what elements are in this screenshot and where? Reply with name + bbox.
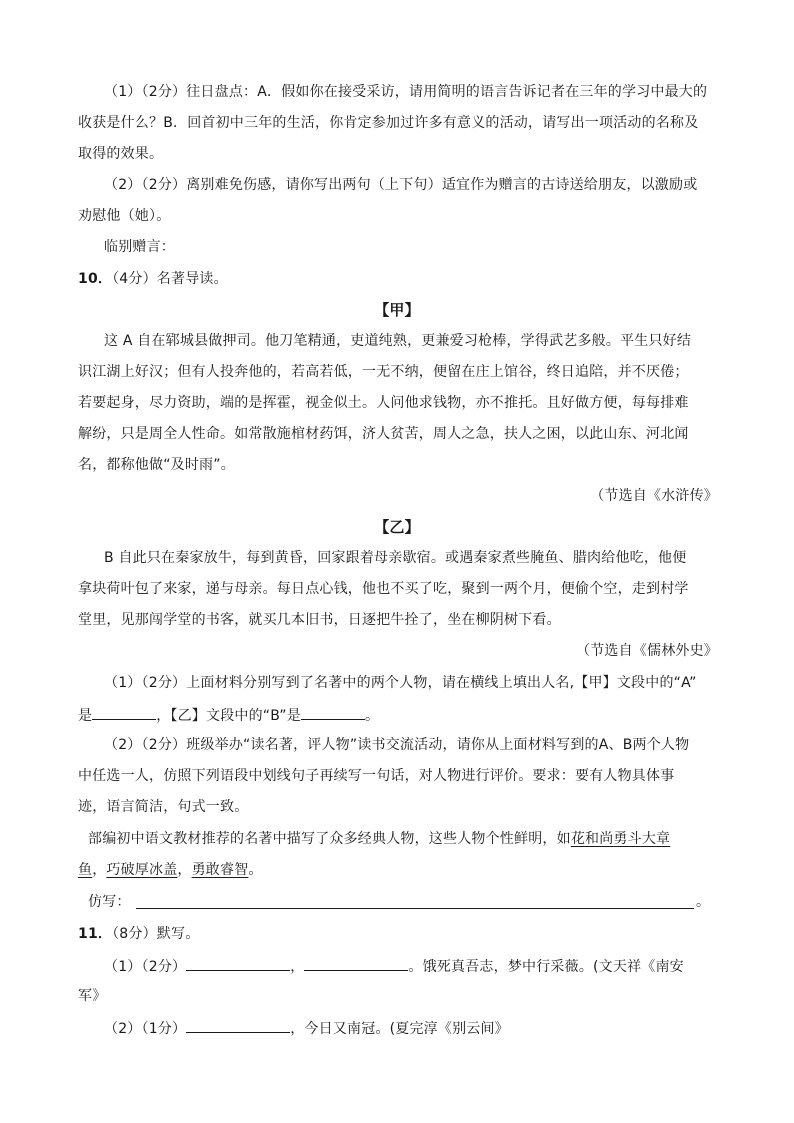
q11-sub1-blank-1[interactable] <box>186 955 290 971</box>
yi-title: 【乙】 <box>374 518 420 536</box>
example-text: 部编初中语文教材推荐的名著中描写了众多经典人物，这些人物个性鲜明，如 <box>88 831 571 847</box>
jia-line-2: 识江湖上好汉；但有人投奔他的，若高若低，一无不纳，便留在庄上馆谷，终日追陪，并不厌倦； <box>78 364 689 380</box>
q9-sub1-line2: 收获是什么？B．回首初中三年的生活，你肯定参加过许多有意义的活动，请写出一项活动的名称及 <box>78 115 699 131</box>
q10-sub1-text-c: 。 <box>364 708 380 724</box>
example-underline-1b: 勇斗大章 <box>613 831 671 847</box>
q11-sub1-prefix: （1）（2分） <box>104 959 187 975</box>
jia-line-3: 若要起身，尽力资助，端的是挥霍，视金似土。人问他求钱物，亦不推托。且好做方便，每每排难 <box>78 395 689 411</box>
example-sep-2: ， <box>177 862 192 878</box>
q11-sub1-line2: 军》 <box>78 988 107 1004</box>
example-sep-1: ， <box>92 862 107 878</box>
q10-sub2-line1: （2）（2分）班级举办“读名著，评人物”读书交流活动，请你从上面材料写到的A、B两个人物 <box>104 737 690 753</box>
q11-sub1-blank-2[interactable] <box>304 955 408 971</box>
yi-line-3: 堂里，见那闯学堂的书客，就买几本旧书，日逐把牛拴了，坐在柳阴树下看。 <box>78 612 561 628</box>
q10-sub2-line2: 中任选一人，仿照下列语段中划线句子再续写一句话，对人物进行评价。要求：要有人物具体事 <box>78 768 675 784</box>
q11-sub2-prefix: （2）（1分） <box>104 1021 187 1037</box>
q9-sub2-line2: 劝慰他（她）。 <box>78 208 171 224</box>
q11-header <box>78 924 718 944</box>
q9-sub2-line1: （2）（2分）离别难免伤感，请你写出两句（上下句）适宜作为赠言的古诗送给朋友，以激励或 <box>104 177 698 193</box>
q9-sub2-line3: 临别赠言： <box>104 239 175 255</box>
q11-sub2-line1 <box>104 1017 718 1039</box>
q10-sub1-line1: （1）（2分）上面材料分别写到了名著中的两个人物，请在横线上填出人名,【甲】文段中的“A” <box>104 675 697 691</box>
jia-source: （节选自《水浒传》 <box>590 488 718 504</box>
imitate-answer-blank[interactable] <box>136 908 694 909</box>
q10-sub1-text-b: ，【乙】文段中的“B”是 <box>156 708 301 724</box>
example-underline-4: 勇敢睿智 <box>191 862 249 878</box>
q9-sub1-line3: 取得的效果。 <box>78 146 164 162</box>
q10-sub1-line2 <box>78 704 718 726</box>
q10-number: 10． <box>78 271 113 287</box>
jia-line-5: 名，都称他做“及时雨”。 <box>78 457 235 473</box>
q10-header <box>78 269 718 289</box>
jia-line-4: 解纷，只是周全人性命。如常散施棺材药饵，济人贫苦，周人之急，扶人之困，以此山东、河北闻 <box>78 426 689 442</box>
answer-blank-b[interactable] <box>301 704 365 720</box>
example-line1 <box>88 829 728 849</box>
q10-sub2-line3: 迹，语言简洁，句式一致。 <box>78 799 249 815</box>
example-underline-2: 鱼 <box>78 862 93 878</box>
q11-sub1-comma: ， <box>290 959 305 975</box>
example-underline-3: 巧破厚冰盖 <box>106 862 178 878</box>
example-end: 。 <box>248 862 263 878</box>
q10-header-text: （4分）名著导读。 <box>112 271 228 287</box>
q11-sub1-line1 <box>104 955 718 977</box>
q9-sub1-line1: （1）（2分）往日盘点：A．假如你在接受采访，请用简明的语言告诉记者在三年的学习中最大的 <box>104 84 708 100</box>
example-line2 <box>78 860 718 880</box>
q11-sub2-rest: ，今日又南冠。(夏完淳《别云间》 <box>290 1021 509 1037</box>
imitate-label: 仿写： <box>88 894 131 910</box>
imitate-end: 。 <box>696 894 711 910</box>
jia-title: 【甲】 <box>374 301 420 319</box>
jia-line-1: 这 A 自在郓城县做押司。他刀笔精通，吏道纯熟，更兼爱习枪棒，学得武艺多般。平生只好结 <box>104 333 692 349</box>
q11-sub1-rest: 。饿死真吾志，梦中行采薇。(文天祥《南安 <box>408 959 684 975</box>
q10-sub1-text-a: 是 <box>78 708 93 724</box>
q11-number: 11． <box>78 926 113 942</box>
yi-source: （节选自《儒林外史》 <box>576 643 718 659</box>
example-underline-1: 花和尚 <box>570 831 614 847</box>
yi-line-2: 拿块荷叶包了来家，递与母亲。每日点心钱，他也不买了吃，聚到一两个月，便偷个空，走到村学 <box>78 581 689 597</box>
q11-sub2-blank[interactable] <box>186 1017 290 1033</box>
yi-line-1: B 自此只在秦家放牛，每到黄昏，回家跟着母亲歇宿。或遇秦家煮些腌鱼、腊肉给他吃，他便 <box>104 550 687 566</box>
answer-blank-a[interactable] <box>92 704 156 720</box>
imitate-line <box>88 892 728 912</box>
q11-header-text: （8分）默写。 <box>112 926 200 942</box>
